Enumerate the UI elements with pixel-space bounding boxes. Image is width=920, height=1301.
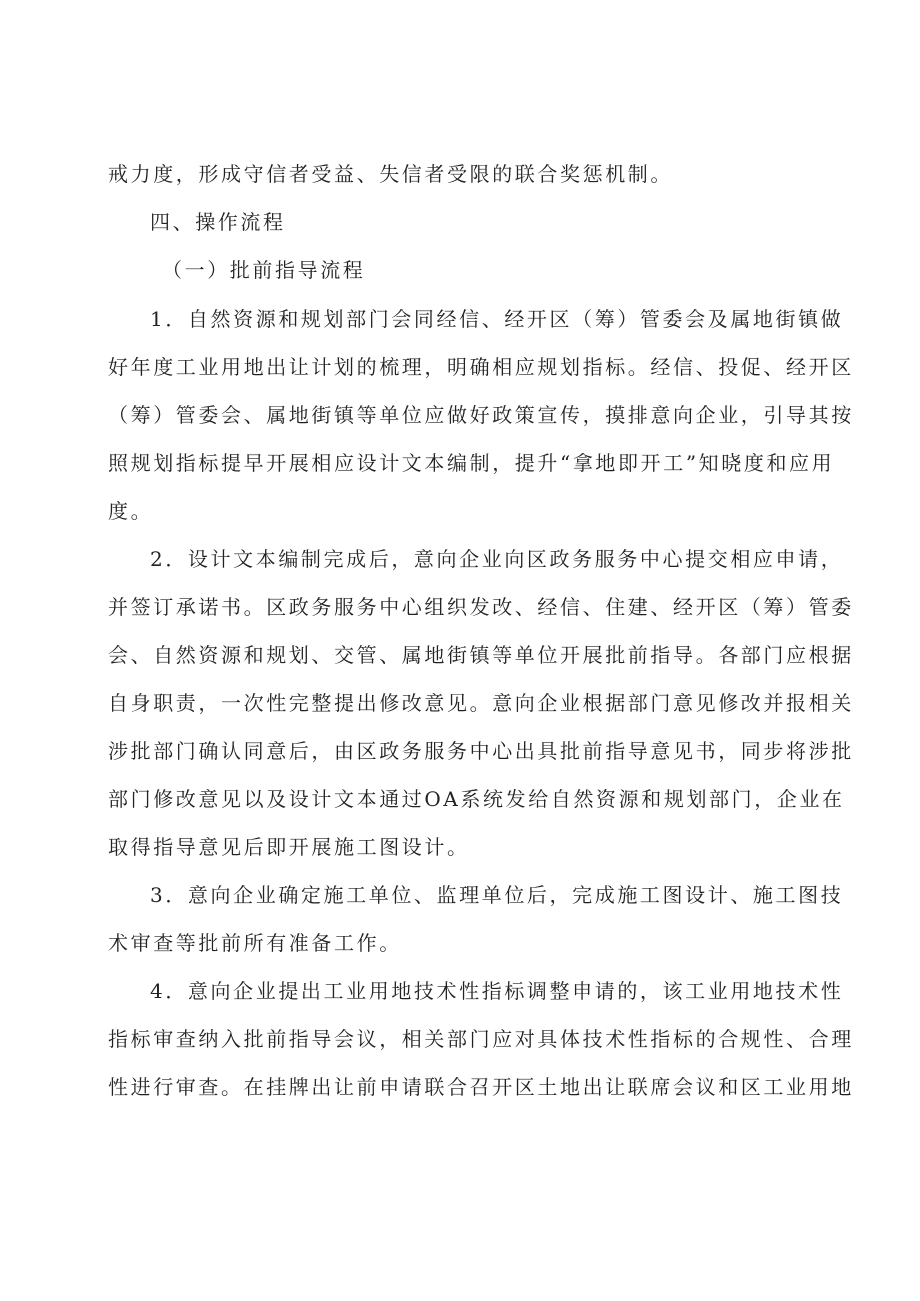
paragraph-2-line-4: 自身职责，一次性完整提出修改意见。意向企业根据部门意见修改并报相关 — [108, 691, 854, 715]
paragraph-4-line-2: 指标审查纳入批前指导会议，相关部门应对具体技术性指标的合规性、合理 — [108, 1027, 854, 1051]
paragraph-1-line-3: （筹）管委会、属地街镇等单位应做好政策宣传，摸排意向企业，引导其按 — [108, 403, 854, 427]
paragraph-1-line-1: 1．自然资源和规划部门会同经信、经开区（筹）管委会及属地街镇做 — [150, 307, 844, 331]
paragraph-4-line-1: 4．意向企业提出工业用地技术性指标调整申请的，该工业用地技术性 — [150, 979, 844, 1003]
paragraph-1-line-5: 度。 — [108, 499, 154, 523]
section-heading: 四、操作流程 — [150, 210, 286, 234]
paragraph-2-line-3: 会、自然资源和规划、交管、属地街镇等单位开展批前指导。各部门应根据 — [108, 643, 854, 667]
paragraph-2-line-1: 2．设计文本编制完成后，意向企业向区政务服务中心提交相应申请， — [150, 547, 844, 571]
paragraph-1-line-4: 照规划指标提早开展相应设计文本编制，提升“拿地即开工”知晓度和应用 — [108, 451, 835, 475]
subsection-heading: （一）批前指导流程 — [162, 258, 366, 282]
paragraph-4-line-3: 性进行审查。在挂牌出让前申请联合召开区土地出让联席会议和区工业用地 — [108, 1075, 854, 1099]
paragraph-3-line-1: 3．意向企业确定施工单位、监理单位后，完成施工图设计、施工图技 — [150, 883, 844, 907]
paragraph-2-line-6: 部门修改意见以及设计文本通过OA系统发给自然资源和规划部门，企业在 — [108, 787, 845, 811]
paragraph-2-line-2: 并签订承诺书。区政务服务中心组织发改、经信、住建、经开区（筹）管委 — [108, 595, 854, 619]
paragraph-continuation-line: 戒力度，形成守信者受益、失信者受限的联合奖惩机制。 — [108, 162, 673, 186]
paragraph-2-line-5: 涉批部门确认同意后，由区政务服务中心出具批前指导意见书，同步将涉批 — [108, 739, 854, 763]
paragraph-3-line-2: 术审查等批前所有准备工作。 — [108, 931, 402, 955]
paragraph-1-line-2: 好年度工业用地出让计划的梳理，明确相应规划指标。经信、投促、经开区 — [108, 355, 854, 379]
paragraph-2-line-7: 取得指导意见后即开展施工图设计。 — [108, 835, 470, 859]
